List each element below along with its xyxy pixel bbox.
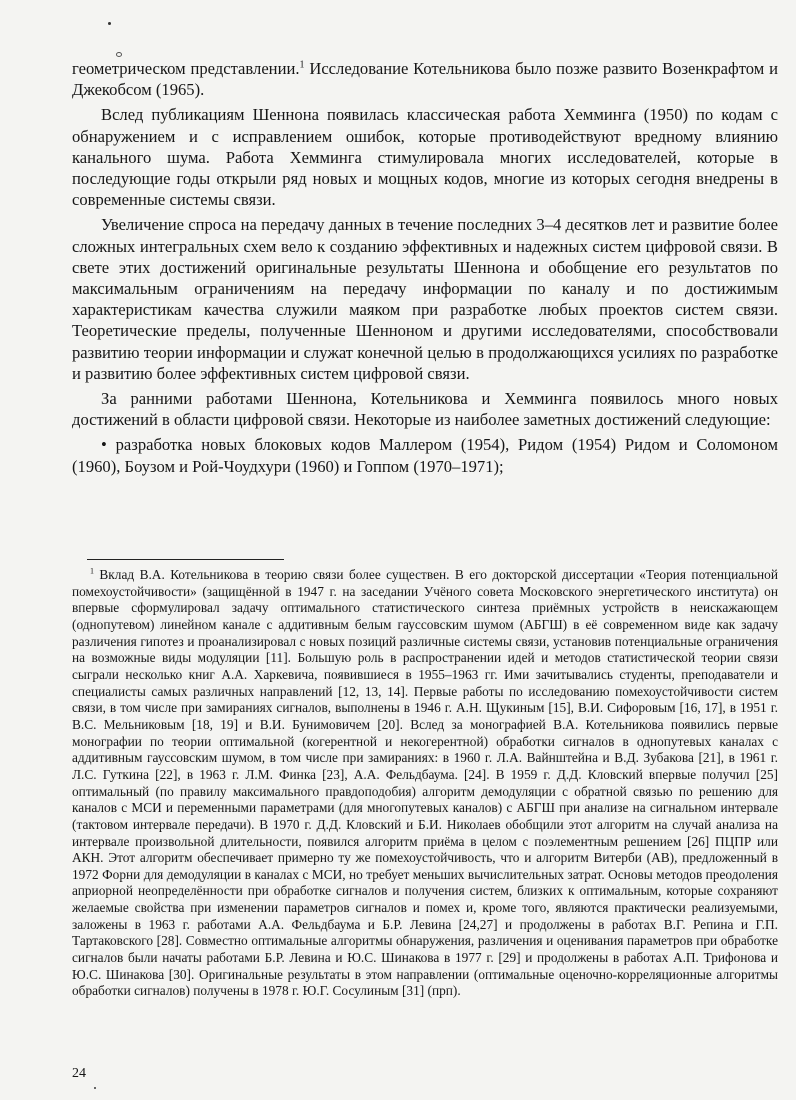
body-text	[72, 58, 778, 481]
footnote-marker: 1	[90, 566, 94, 576]
paragraph-demand: Увеличение спроса на передачу данных в течение последних 3–4 десятков лет и развитие более сложных интегральных схем вело к созданию эффективных и надежных систем цифровой связи. В свете этих достижений оригинальные результаты Шеннона и обобщение его результатов по максимальным ограничениям на передачу информации по каналу и по достижимым характеристикам качества служили маяком при разработке любых проектов систем связи. Теоретические пределы, полученные Шенноном и другими исследователями, способствовали развитию теории информации и служат конечной целью в продолжающихся усилиях по разработке и развитию более эффективных систем цифровой связи.	[72, 215, 778, 383]
paragraph-continuation-end: Исследование Котельникова было позже развито Возенкрафтом и Джекобсом (1965).	[72, 59, 778, 100]
footnote-separator	[87, 559, 284, 560]
paragraph-achievements: За ранними работами Шеннона, Котельникова и Хемминга появилось много новых достижений в области цифровой связи. Некоторые из наиболее заметных достижений следующие:	[72, 389, 778, 430]
paragraph-continuation	[72, 58, 778, 100]
scan-bottom-mark	[94, 1087, 96, 1089]
list-item-block-codes: • разработка новых блоковых кодов Маллером (1954), Ридом (1954) Ридом и Соломоном (1960), Боузом и Рой-Чоудхури (1960) и Гоппом (1970–1971);	[72, 435, 778, 476]
footnote-reference: 1	[299, 59, 305, 71]
paragraph-continuation-start: геометрическом представлении.	[72, 59, 300, 78]
footnote	[72, 567, 778, 1000]
page-number: 24	[72, 1066, 86, 1081]
scan-small-mark	[116, 52, 122, 57]
scan-dot-mark	[108, 22, 111, 25]
footnote-text: Вклад В.А. Котельникова в теорию связи более существен. В его докторской диссертации «Теория потенциальной помехоустойчивости» (защищённой в 1947 г. на заседании Учёного совета Московского энергетического института) он впервые сформулировал задачу оптимального статистического синтеза приёмных устройств в неискажающем (однопутевом) линейном канале с аддитивным белым гауссовским шумом (АБГШ) в её современном виде как задачу различения гипотез и проанализировал с новых позиций различные системы связи, установив потенциальные ограничения на возможные виды модуляции [11]. Большую роль в распространении идей и методов статистической теории связи сыграли несколько книг А.А. Харкевича, появившиеся в 1955–1963 гг. Ими зачитывались студенты, преподаватели и специалисты самых различных направлений [12, 13, 14]. Первые работы по исследованию помехоустойчивости систем связи, в том числе при замираниях сигналов, выполнены в 1946 г. А.Н. Щукиным [15], В.И. Сифоровым [16, 17], в 1951 г. В.С. Мельниковым [18, 19] и В.И. Бунимовичем [20]. Вслед за монографией В.А. Котельникова появились первые монографии по теории оптимальной (когерентной и некогерентной) обработки сигналов в однопутевых каналах с аддитивным гауссовским шумом, в том числе при замираниях: в 1960 г. Л.А. Вайнштейна и В.Д. Зубакова [21], в 1961 г. Л.С. Гуткина [22], в 1963 г. Л.М. Финка [23], А.А. Фельдбаума. [24]. В 1959 г. Д.Д. Кловский впервые получил [25] оптимальный (по правилу максимального правдоподобия) алгоритм демодуляции с обратной связью по решению для каналов с МСИ и переменными параметрами (для многопутевых каналов) с АБГШ при анализе на сигнальном интервале (тактовом интервале передачи). В 1970 г. Д.Д. Кловский и Б.И. Николаев обобщили этот алгоритм на случай анализа на интервале произвольной длительности, появился алгоритм приёма в целом с поэлементным решением [26] ПЦПР или АКН. Этот алгоритм обеспечивает примерно ту же помехоустойчивость, что и алгоритм Витерби (АВ), предложенный в 1972 Форни для демодуляции в каналах с МСИ, но требует меньших вычислительных затрат. Основы методов преодоления априорной неопределённости при обработке сигналов и получения систем, близких к оптимальным, которые сохраняют желаемые свойства при изменении параметров сигналов и помех и, кроме того, являются практически реализуемыми, заложены в 1963 г. работами А.А. Фельдбаума и Б.Р. Левина [24,27] и продолжены в работах В.Г. Репина и Г.П. Тартаковского [28]. Совместно оптимальные алгоритмы обнаружения, различения и оценивания параметров при обработке сигналов были начаты работами Б.Р. Левина и Ю.С. Шинакова в 1977 г. [29] и продолжены в работах А.П. Трифонова и Ю.С. Шинакова [30]. Оригинальные результаты в этом направлении (оптимальные оценочно-корреляционные алгоритмы обработки сигналов) получены в 1978 г. Ю.Г. Сосулиным [31] (прп).	[72, 567, 778, 999]
paragraph-hamming: Вслед публикациям Шеннона появилась классическая работа Хемминга (1950) по кодам с обнаружением и с исправлением ошибок, которые противодействуют вредному влиянию канального шума. Работа Хемминга стимулировала многих исследователей, которые в последующие годы открыли ряд новых и мощных кодов, многие из которых сегодня внедрены в современные системы связи.	[72, 105, 778, 210]
